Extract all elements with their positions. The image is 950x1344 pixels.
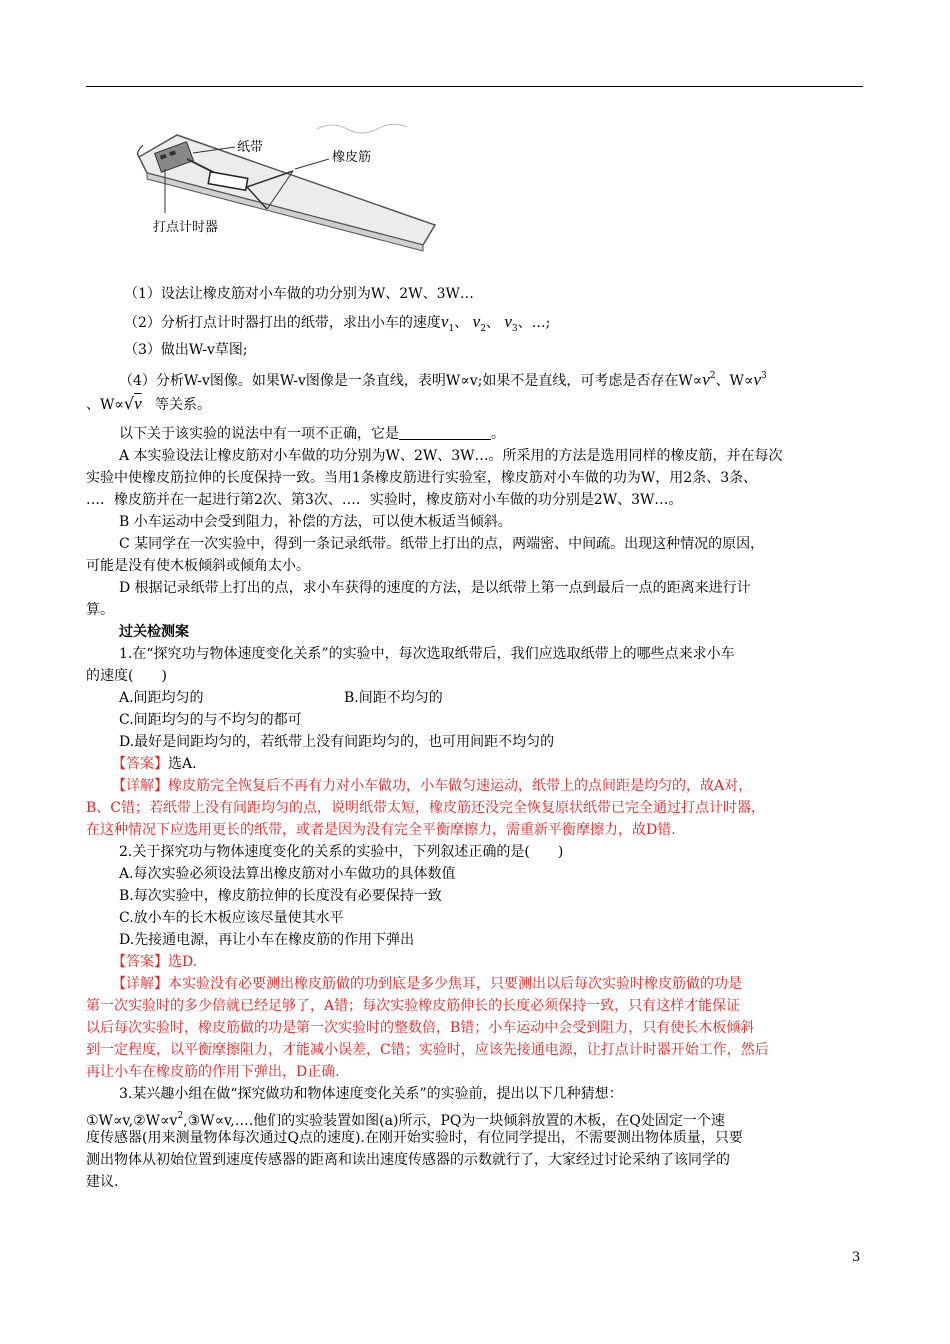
q1-detail-line3: 在这种情况下应选用更长的纸带，或者是因为没有完全平衡摩擦力，需重新平衡摩擦力，故D错.	[86, 822, 676, 838]
q2-detail-tag: 【详解】	[112, 976, 168, 992]
q2-option-a: A.每次实验必须设法算出橡皮筋对小车做功的具体数值	[119, 866, 456, 882]
q2-option-c: C.放小车的长木板应该尽量使其水平	[119, 910, 344, 926]
q2-answer	[112, 952, 197, 972]
option-a-line2: 实验中使橡皮筋拉伸的长度保持一致。当用1条橡皮筋进行实验室，橡皮筋对小车做的功为W，用2条、3条、	[86, 470, 758, 486]
step-4-cont: 、W∝√v 等关系。	[86, 394, 211, 413]
q2-detail-line2: 第一次实验时的多少倍就已经足够了，A错；每次实验橡皮筋伸长的长度必须保持一致，只有这样才能保证	[86, 998, 741, 1014]
q2-answer-tag: 【答案】	[112, 954, 168, 970]
q1-answer	[112, 754, 197, 774]
step-4-end: 等关系。	[154, 397, 211, 413]
option-b: B 小车运动中会受到阻力，补偿的方法，可以使木板适当倾斜。	[119, 514, 512, 530]
q2-detail-line5: 再让小车在橡皮筋的作用下弹出，D正确.	[86, 1064, 340, 1080]
q1-option-c: C.间距均匀的与不均匀的都可	[119, 712, 302, 728]
step-4-sep2: 、W∝	[86, 397, 124, 413]
q3-stem-line2-b: ,③W∝v,….他们的实验装置如图(a)所示，PQ为一块倾斜放置的木板，在Q处固定一个速	[183, 1113, 725, 1129]
option-a-line3: …．橡皮筋并在一起进行第2次、第3次、…．实验时，橡皮筋对小车做的功分别是2W、3W…。	[86, 492, 683, 508]
q1-answer-tag: 【答案】	[112, 756, 168, 772]
q2-detail-line4: 到一定程度，以平衡摩擦阻力，才能减小误差，C错；实验时，应该先接通电源，让打点计时器开始工作，然后	[86, 1042, 769, 1058]
page-number: 3	[852, 1250, 861, 1265]
answer-blank	[399, 425, 491, 440]
label-paper-tape: 纸带	[237, 140, 264, 155]
q2-detail-text: 本实验没有必要测出橡皮筋做的功到底是多少焦耳，只要测出以后每次实验时橡皮筋做的功是	[168, 976, 742, 992]
q1-stem-line1: 1.在“探究功与物体速度变化关系”的实验中，每次选取纸带后，我们应选取纸带上的哪些点来求小车	[119, 646, 735, 662]
q3-stem-line2-a: ①W∝v,②W∝v	[86, 1113, 178, 1129]
q1-detail-tag: 【详解】	[112, 778, 168, 794]
step-2-text: （2）分析打点计时器打出的纸带，求出小车的速度	[124, 315, 441, 331]
q1-answer-text: 选A.	[168, 756, 197, 772]
question-intro: 以下关于该实验的说法中有一项不正确，它是 。	[119, 426, 505, 442]
option-a-line1: A 本实验设法让橡皮筋对小车做的功分别为W、2W、3W…。所采用的方法是选用同样的橡皮筋，并在每次	[119, 448, 783, 464]
q1-detail-line2: B、C错；若纸带上没有间距均匀的点，说明纸带太短，橡皮筋还没完全恢复原状纸带已完全通过打点计时器，	[86, 800, 765, 816]
q1-option-b: B.间距不均匀的	[344, 690, 443, 706]
label-timer: 打点计时器	[153, 220, 219, 235]
q1-detail-line1	[112, 776, 752, 796]
option-c-line1: C 某同学在一次实验中，得到一条记录纸带。纸带上打出的点，两端密、中间疏。出现这种情况的原因，	[119, 536, 765, 552]
step-1: （1）设法让橡皮筋对小车做的功分别为W、2W、3W…	[124, 286, 474, 302]
q2-option-d: D.先接通电源，再让小车在橡皮筋的作用下弹出	[119, 932, 415, 948]
q2-detail-line3: 以后每次实验时，橡皮筋做的功是第一次实验时的整数倍，B错；小车运动中会受到阻力，只有使长木板倾斜	[86, 1020, 755, 1036]
q2-answer-text: 选D.	[168, 954, 198, 970]
step-2: （2）分析打点计时器打出的纸带，求出小车的速度$v_1$、 $v_2$、 $v_3$、…;	[124, 312, 551, 334]
question-intro-text: 以下关于该实验的说法中有一项不正确，它是	[119, 426, 399, 442]
header-rule	[86, 86, 863, 87]
q1-detail-text: 橡皮筋完全恢复后不再有力对小车做功，小车做匀速运动，纸带上的点间距是均匀的，故A对，	[168, 778, 753, 794]
q1-option-d: D.最好是间距均匀的，若纸带上没有间距均匀的，也可用间距不均匀的	[119, 734, 555, 750]
q2-option-b: B.每次实验中，橡皮筋拉伸的长度没有必要保持一致	[119, 888, 442, 904]
experiment-figure	[117, 117, 452, 267]
q1-stem-line2: 的速度( )	[86, 668, 167, 684]
option-c-line2: 可能是没有使木板倾斜或倾角太小。	[86, 558, 310, 574]
step-3: （3）做出W-v草图;	[124, 342, 248, 358]
option-d-line2: 算。	[86, 602, 114, 618]
q1-option-a: A.间距均匀的	[119, 690, 204, 706]
step-4-sep1: 、W∝	[715, 373, 754, 389]
label-rubber-band: 橡皮筋	[332, 150, 372, 165]
step-4-text: （4）分析W-v图像。如果W-v图像是一条直线，表明W∝v;如果不是直线，可考虑是否存在W∝	[119, 373, 703, 389]
q3-stem-line3: 度传感器(用来测量物体每次通过Q点的速度).在刚开始实验时，有位同学提出，不需要测出物体质量，只要	[86, 1130, 743, 1146]
q3-stem-line4: 测出物体从初始位置到速度传感器的距离和读出速度传感器的示数就行了，大家经过讨论采纳了该同学的	[86, 1152, 730, 1168]
q2-detail-line1	[112, 974, 742, 994]
q3-stem-line1: 3.某兴趣小组在做“探究做功和物体速度变化关系”的实验前，提出以下几种猜想：	[119, 1086, 623, 1102]
option-d-line1: D 根据记录纸带上打出的点，求小车获得的速度的方法，是以纸带上第一点到最后一点的距离来进行计	[119, 580, 751, 596]
q2-stem: 2.关于探究功与物体速度变化的关系的实验中，下列叙述正确的是( )	[119, 844, 564, 860]
step-4: （4）分析W-v图像。如果W-v图像是一条直线，表明W∝v;如果不是直线，可考虑是否存在$W\propto v^2$、$W\propto v^3$	[119, 370, 767, 389]
q3-stem-line5: 建议.	[86, 1174, 119, 1190]
section-title: 过关检测案	[119, 624, 189, 640]
q3-stem-line2: $①W\propto v,②W\propto v^2,③W\propto v,\dots$.他们的实验装置如图(a)所示，PQ为一块倾斜放置的木板，在Q处固定一个速	[86, 1111, 725, 1129]
